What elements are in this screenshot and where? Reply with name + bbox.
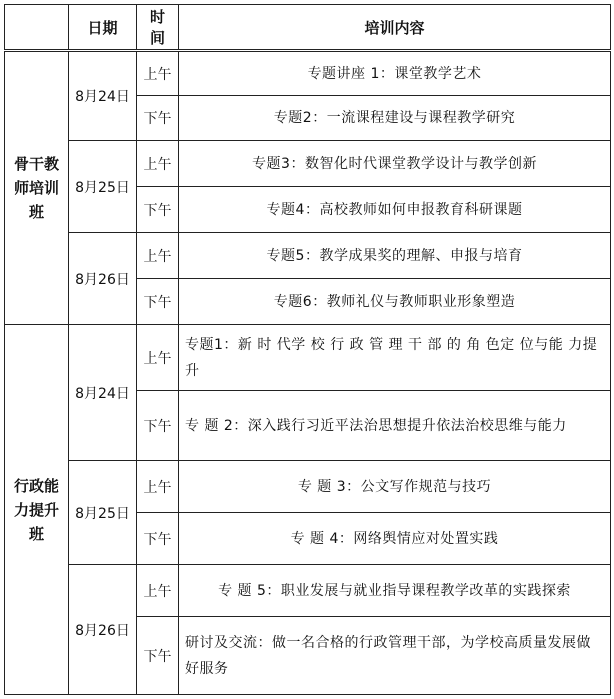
time-cell: 下午 bbox=[137, 279, 179, 325]
time-cell: 上午 bbox=[137, 461, 179, 513]
group-name: 行政能力提升班 bbox=[5, 325, 69, 695]
header-content: 培训内容 bbox=[179, 5, 611, 51]
time-cell: 下午 bbox=[137, 391, 179, 461]
content-cell: 专 题 3：公文写作规范与技巧 bbox=[179, 461, 611, 513]
time-cell: 上午 bbox=[137, 233, 179, 279]
time-cell: 下午 bbox=[137, 96, 179, 141]
time-cell: 上午 bbox=[137, 565, 179, 617]
content-cell: 专题2：一流课程建设与课程教学研究 bbox=[179, 96, 611, 141]
header-blank bbox=[5, 5, 69, 51]
date-cell: 8月25日 bbox=[69, 141, 137, 233]
header-date: 日期 bbox=[69, 5, 137, 51]
content-cell: 专题3：数智化时代课堂教学设计与教学创新 bbox=[179, 141, 611, 187]
content-cell: 研讨及交流：做一名合格的行政管理干部，为学校高质量发展做好服务 bbox=[179, 617, 611, 695]
table-row bbox=[5, 565, 611, 617]
date-cell: 8月25日 bbox=[69, 461, 137, 565]
content-cell: 专题1：新 时 代学 校 行 政 管 理 干 部 的 角 色定 位与能 力提 升 bbox=[179, 325, 611, 391]
time-cell: 下午 bbox=[137, 513, 179, 565]
time-cell: 下午 bbox=[137, 187, 179, 233]
training-schedule-table bbox=[4, 4, 611, 695]
time-cell: 下午 bbox=[137, 617, 179, 695]
content-cell: 专题6：教师礼仪与教师职业形象塑造 bbox=[179, 279, 611, 325]
header-row bbox=[5, 5, 611, 51]
table-row bbox=[5, 233, 611, 279]
content-cell: 专 题 4：网络舆情应对处置实践 bbox=[179, 513, 611, 565]
time-cell: 上午 bbox=[137, 325, 179, 391]
content-cell: 专题5：教学成果奖的理解、申报与培育 bbox=[179, 233, 611, 279]
content-cell: 专题4：高校教师如何申报教育科研课题 bbox=[179, 187, 611, 233]
table-row bbox=[5, 51, 611, 96]
time-cell: 上午 bbox=[137, 141, 179, 187]
content-cell: 专题讲座 1：课堂教学艺术 bbox=[179, 51, 611, 96]
table-row bbox=[5, 325, 611, 391]
content-cell: 专 题 2：深入践行习近平法治思想提升依法治校思维与能力 bbox=[179, 391, 611, 461]
content-cell: 专 题 5：职业发展与就业指导课程教学改革的实践探索 bbox=[179, 565, 611, 617]
date-cell: 8月24日 bbox=[69, 325, 137, 461]
table-row bbox=[5, 141, 611, 187]
time-cell: 上午 bbox=[137, 51, 179, 96]
header-time: 时间 bbox=[137, 5, 179, 51]
date-cell: 8月26日 bbox=[69, 233, 137, 325]
date-cell: 8月24日 bbox=[69, 51, 137, 141]
table-row bbox=[5, 461, 611, 513]
group-name: 骨干教师培训班 bbox=[5, 51, 69, 325]
date-cell: 8月26日 bbox=[69, 565, 137, 695]
